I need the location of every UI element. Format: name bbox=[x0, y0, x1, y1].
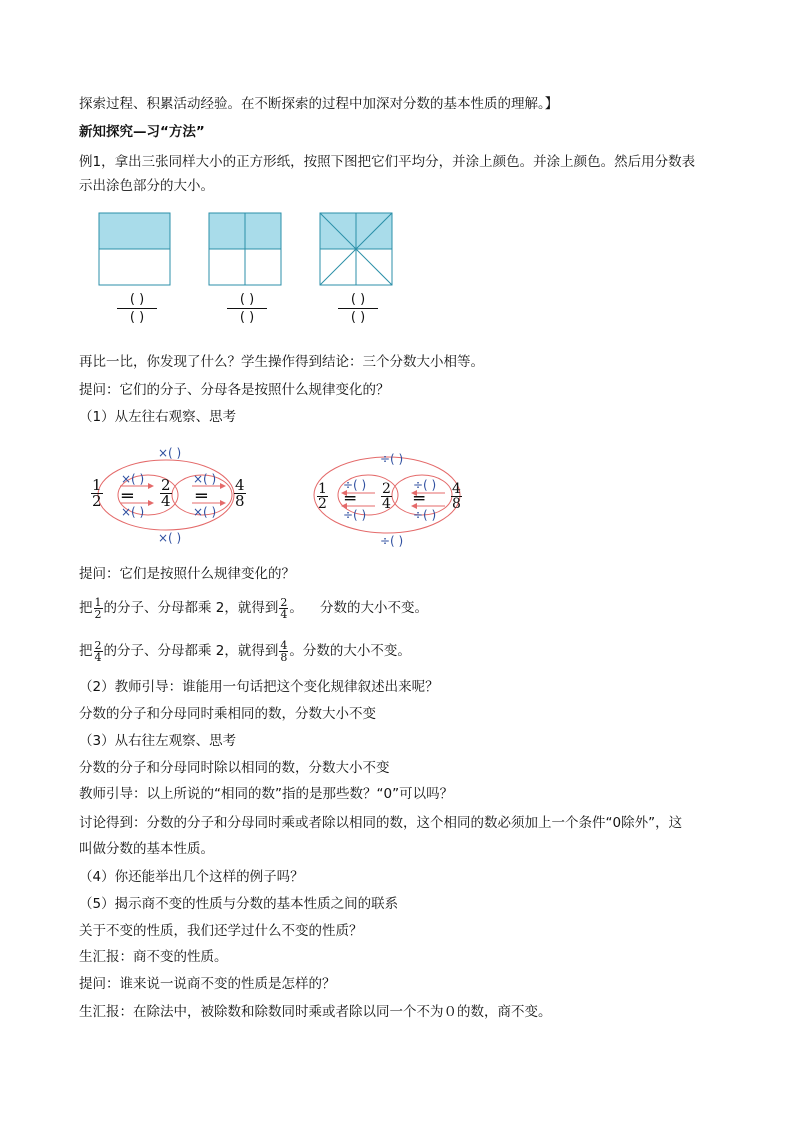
equals-sign-4: ═ bbox=[414, 489, 425, 509]
intro-line: 探索过程、积累活动经验。在不断探索的过程中加深对分数的基本性质的理解。】 bbox=[79, 96, 559, 112]
inner-top-multiplier-1[interactable]: ×( ) bbox=[121, 472, 145, 486]
discussion-result-cont: 叫做分数的基本性质。 bbox=[79, 841, 214, 857]
equals-sign-1: ═ bbox=[122, 486, 133, 507]
fraction-4-8: $\frac{4}{8}$ bbox=[235, 476, 245, 510]
fraction-1-2: $\frac{1}{2}$ bbox=[92, 476, 102, 510]
example-1-text: 例1，拿出三张同样大小的正方形纸，按照下图把它们平均分，并涂上颜色。并涂上颜色。然后用分数表 bbox=[79, 154, 696, 170]
blank-fraction-3[interactable]: ( ) ( ) bbox=[338, 291, 378, 326]
compare-line: 再比一比，你发现了什么？学生操作得到结论：三个分数大小相等。 bbox=[79, 354, 484, 370]
blank-fraction-2[interactable]: ( ) ( ) bbox=[227, 291, 267, 326]
fraction-4-8-right: $\frac{4}{8}$ bbox=[452, 481, 461, 512]
inner-bottom-multiplier-1[interactable]: ×( ) bbox=[121, 505, 145, 519]
square-quarters bbox=[209, 213, 281, 285]
outer-bottom-divisor[interactable]: ÷( ) bbox=[380, 534, 404, 548]
discussion-result: 讨论得到：分数的分子和分母同时乘或者除以相同的数，这个相同的数必须加上一个条件“0除外”，这 bbox=[79, 815, 683, 831]
step-3-heading: （3）从右往左观察、思考 bbox=[79, 733, 237, 749]
rule-multiply: 分数的分子和分母同时乘相同的数，分数大小不变 bbox=[79, 706, 376, 722]
inner-bottom-divisor-2[interactable]: ÷( ) bbox=[413, 508, 437, 522]
explanation-1: 把 $\frac{1}{2}$ 的分子、分母都乘 2，就得到 $\frac{2}{4}$ 。 分数的大小不变。 bbox=[79, 595, 429, 621]
fraction-1-2-right: $\frac{1}{2}$ bbox=[318, 481, 327, 512]
explanation-2: 把 $\frac{2}{4}$ 的分子、分母都乘 2，就得到 $\frac{4}{8}$ 。分数的大小不变。 bbox=[79, 638, 411, 664]
inner-top-multiplier-2[interactable]: ×( ) bbox=[193, 472, 217, 486]
teacher-guide: 教师引导：以上所说的“相同的数”指的是那些数？“0”可以吗？ bbox=[79, 786, 454, 802]
question-line: 提问：它们的分子、分母各是按照什么规律变化的？ bbox=[79, 382, 390, 398]
section-heading: 新知探究—习“方法” bbox=[79, 124, 205, 140]
step-4-heading: （4）你还能举出几个这样的例子吗？ bbox=[79, 869, 304, 885]
square-eighths bbox=[320, 213, 392, 285]
example-1-text-cont: 示出涂色部分的大小。 bbox=[79, 178, 214, 194]
question-line-2: 提问：它们是按照什么规律变化的？ bbox=[79, 566, 295, 582]
rule-divide: 分数的分子和分母同时除以相同的数，分数大小不变 bbox=[79, 760, 390, 776]
blank-fraction-1[interactable]: ( ) ( ) bbox=[117, 291, 157, 326]
student-report-2: 生汇报：在除法中，被除数和除数同时乘或者除以同一个不为０的数，商不变。 bbox=[79, 1004, 552, 1020]
outer-top-multiplier[interactable]: ×( ) bbox=[158, 446, 182, 460]
diagram-arrows bbox=[80, 443, 500, 549]
equals-sign-2: ═ bbox=[196, 486, 207, 507]
fraction-2-4: $\frac{2}{4}$ bbox=[161, 476, 171, 510]
student-report-1: 生汇报：商不变的性质。 bbox=[79, 949, 228, 965]
inner-top-divisor-1[interactable]: ÷( ) bbox=[343, 478, 367, 492]
question-line-4: 提问：谁来说一说商不变的性质是怎样的？ bbox=[79, 976, 336, 992]
inner-bottom-multiplier-2[interactable]: ×( ) bbox=[193, 505, 217, 519]
square-halves bbox=[99, 213, 170, 285]
step-5-heading: （5）揭示商不变的性质与分数的基本性质之间的联系 bbox=[79, 896, 399, 912]
step-2-heading: （2）教师引导：谁能用一句话把这个变化规律叙述出来呢？ bbox=[79, 679, 439, 695]
inner-top-divisor-2[interactable]: ÷( ) bbox=[413, 478, 437, 492]
step-1-heading: （1）从左往右观察、思考 bbox=[79, 409, 237, 425]
outer-bottom-multiplier[interactable]: ×( ) bbox=[158, 531, 182, 545]
equals-sign-3: ═ bbox=[345, 489, 356, 509]
fraction-2-4-right: $\frac{2}{4}$ bbox=[382, 481, 391, 512]
inner-bottom-divisor-1[interactable]: ÷( ) bbox=[343, 508, 367, 522]
question-line-3: 关于不变的性质，我们还学过什么不变的性质？ bbox=[79, 923, 363, 939]
outer-top-divisor[interactable]: ÷( ) bbox=[380, 452, 404, 466]
